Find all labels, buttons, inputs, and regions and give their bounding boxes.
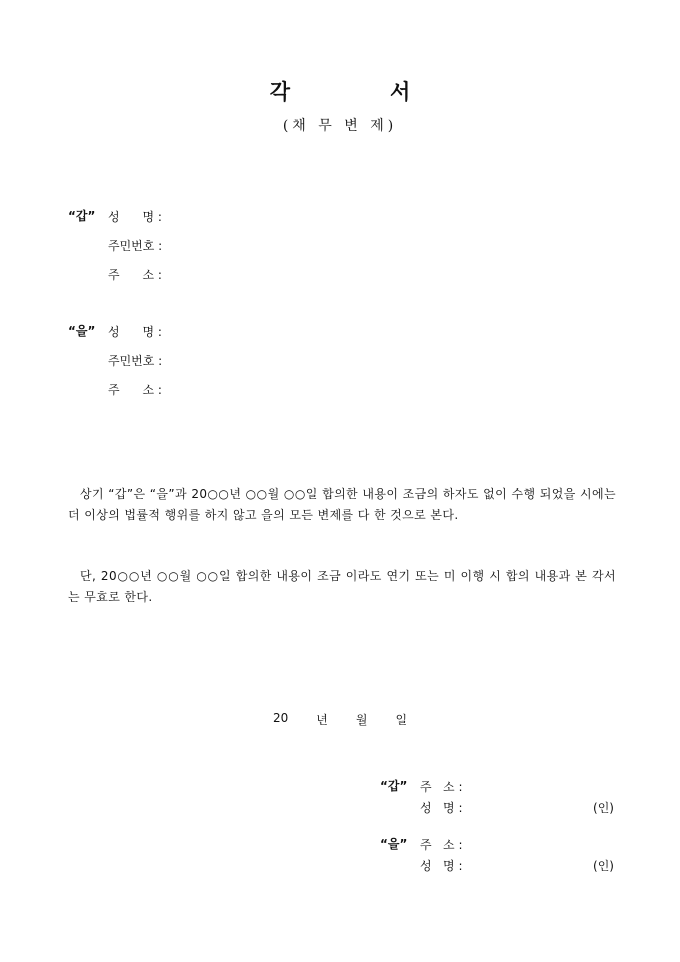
signature-gap-name-label: 성 명 : [420,801,463,815]
party-gap-address-label: 주 소 : [108,268,162,282]
date-year-unit: 년 [316,713,328,727]
document-subtitle: (채 무 변 제) [282,118,398,134]
signature-eul-seal: (인) [593,859,614,873]
party-gap-id-label: 주민번호 : [108,239,163,253]
party-eul-id-label: 주민번호 : [108,354,163,368]
signature-eul-name-label: 성 명 : [420,859,463,873]
title-char-2: 서 [390,79,411,104]
party-eul-tag: “을” [68,324,96,338]
party-eul-name-label: 성 명 : [108,325,162,339]
party-gap-tag: “갑” [68,209,96,223]
signature-eul-address-label: 주 소 : [420,838,463,852]
party-eul-address-label: 주 소 : [108,383,162,397]
document-title [0,76,680,106]
signature-gap-seal: (인) [593,801,614,815]
signature-eul-tag: “을” [380,837,408,851]
date-month-unit: 월 [355,713,368,727]
party-gap-name-label: 성 명 : [108,210,162,224]
date-line [0,711,680,728]
body-paragraph-1: 상기 “갑”은 “을”과 20○○년 ○○월 ○○일 합의한 내용이 조금의 하자도 없이 수행 되었을 시에는 더 이상의 법률적 행위를 하지 않고 을의 모든 변제를 다 한 것으로 본다. [68,487,616,522]
signature-gap-address-label: 주 소 : [420,780,463,794]
date-day-unit: 일 [395,713,408,727]
signature-gap-tag: “갑” [380,779,408,793]
body-paragraph-2: 단, 20○○년 ○○월 ○○일 합의한 내용이 조금 이라도 연기 또는 미 이행 시 합의 내용과 본 각서는 무효로 한다. [68,569,616,604]
title-char-1: 각 [269,79,290,104]
date-year: 20 [272,711,289,725]
